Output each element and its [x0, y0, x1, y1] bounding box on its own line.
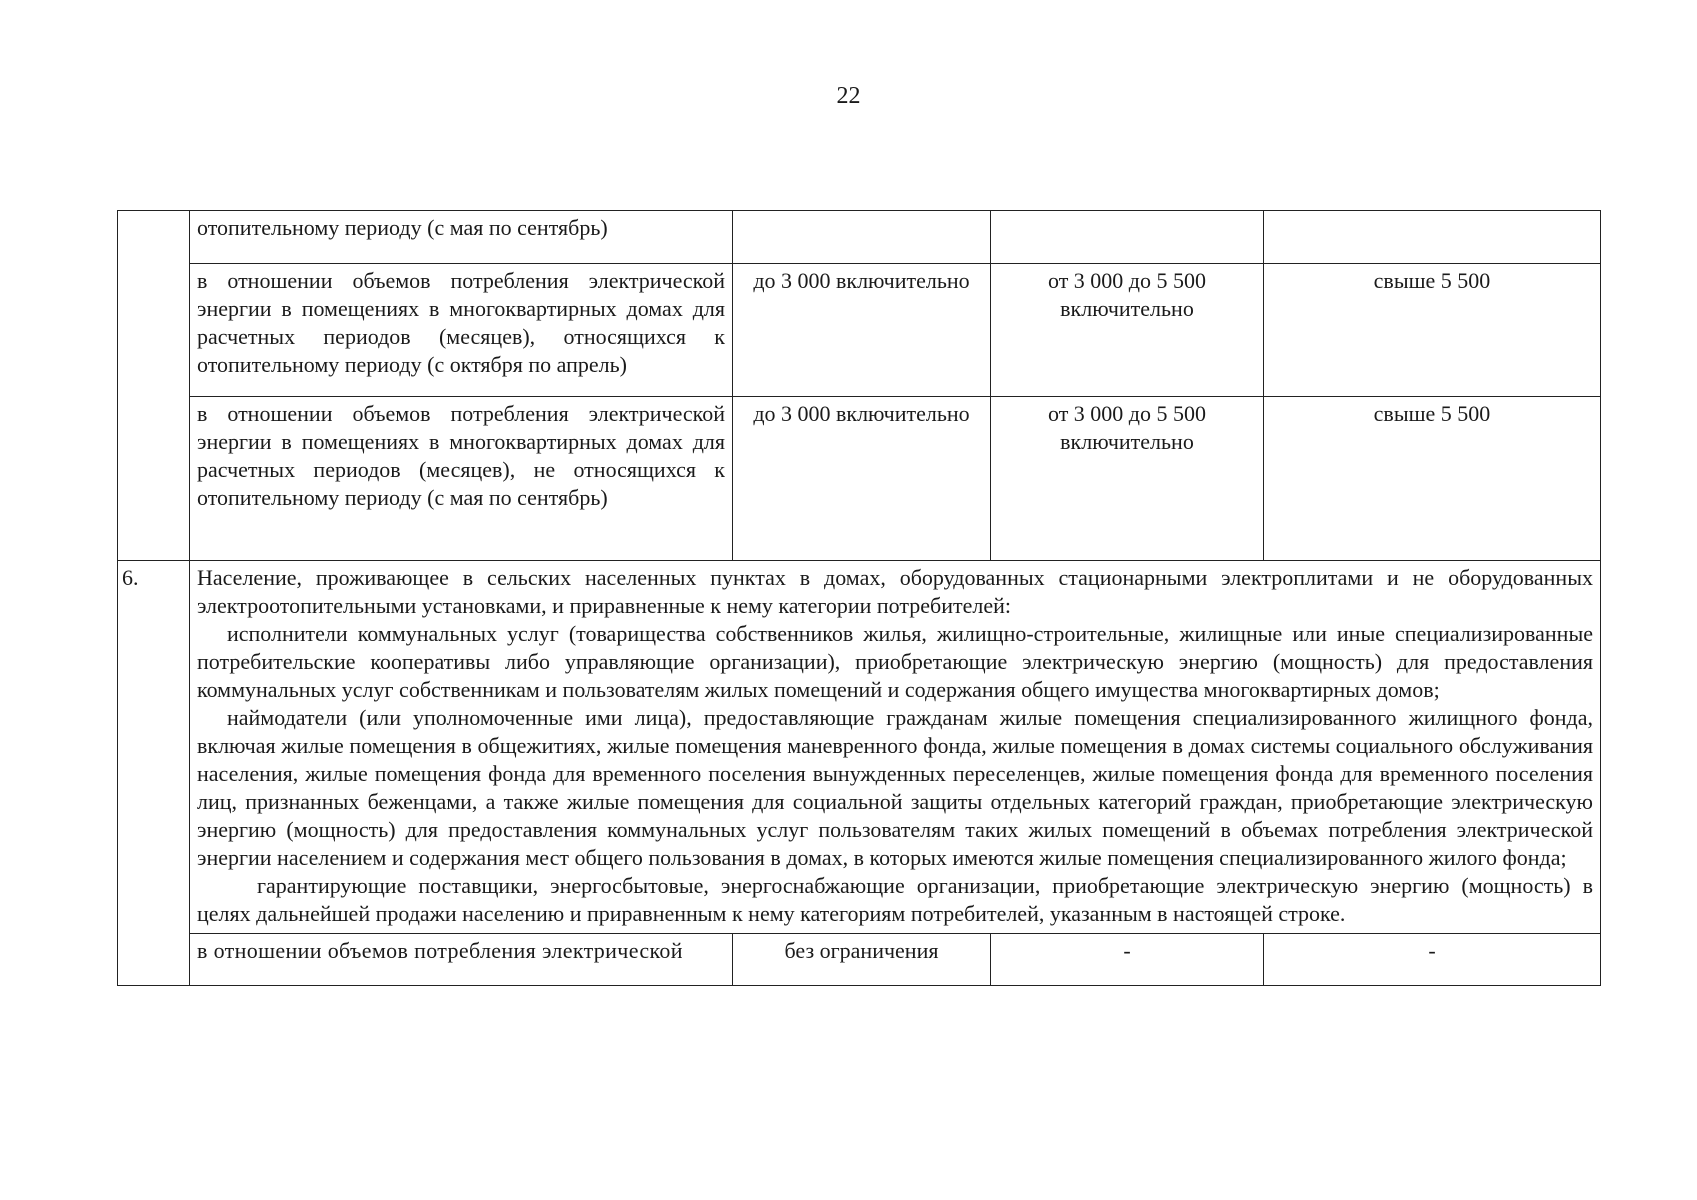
range-cell: до 3 000 включительно [733, 264, 991, 397]
range-cell [991, 211, 1264, 264]
section-6-paragraph: гарантирующие поставщики, энергосбытовые, энергоснабжающие организации, приобретающие электрическую энергию (мощность) в целях дальнейшей продажи населению и приравненным к нему категориям потребителей, указанным в настоящей строке. [197, 873, 1593, 926]
row-number-cell: 6. [118, 561, 190, 986]
range-cell [1264, 211, 1601, 264]
range-cell [733, 211, 991, 264]
section-6-text [190, 561, 1601, 934]
page-number: 22 [836, 83, 861, 109]
range-cell: без ограничения [733, 934, 991, 986]
section-6-paragraph: Население, проживающее в сельских населенных пунктах в домах, оборудованных стационарными электроплитами и не оборудованных электроотопительными установками, и приравненные к нему категории потребителей: [197, 565, 1593, 618]
section-6-paragraph: исполнители коммунальных услуг (товарищества собственников жилья, жилищно-строительные, жилищные или иные специализированные потребительские кооперативы либо управляющие организации), приобретающие электрическую энергию (мощность) для предоставления коммунальных услуг собственникам и пользователям жилых помещений и содержания общего имущества многоквартирных домов; [197, 621, 1593, 702]
description-cell: в отношении объемов потребления электрической [190, 934, 733, 986]
tariff-table [117, 210, 1601, 986]
table-row [118, 934, 1601, 986]
table-row [118, 264, 1601, 397]
description-cell: в отношении объемов потребления электрической энергии в помещениях в многоквартирных домах для расчетных периодов (месяцев), относящихся к отопительному периоду (с октября по апрель) [190, 264, 733, 397]
range-cell: свыше 5 500 [1264, 397, 1601, 561]
table-row [118, 397, 1601, 561]
description-cell: в отношении объемов потребления электрической энергии в помещениях в многоквартирных домах для расчетных периодов (месяцев), не относящихся к отопительному периоду (с мая по сентябрь) [190, 397, 733, 561]
range-cell: - [991, 934, 1264, 986]
range-cell: от 3 000 до 5 500 включительно [991, 264, 1264, 397]
row-number-cell [118, 211, 190, 561]
range-cell: - [1264, 934, 1601, 986]
range-cell: свыше 5 500 [1264, 264, 1601, 397]
section-6-paragraph: наймодатели (или уполномоченные ими лица), предоставляющие гражданам жилые помещения специализированного жилищного фонда, включая жилые помещения в общежитиях, жилые помещения маневренного фонда, жилые помещения в домах системы социального обслуживания населения, жилые помещения фонда для временного поселения вынужденных переселенцев, жилые помещения фонда для временного поселения лиц, признанных беженцами, а также жилые помещения для социальной защиты отдельных категорий граждан, приобретающие электрическую энергию (мощность) для предоставления коммунальных услуг пользователям таких жилых помещений в объемах потребления электрической энергии населением и содержания мест общего пользования в домах, в которых имеются жилые помещения специализированного жилого фонда; [197, 705, 1593, 870]
table-row [118, 211, 1601, 264]
description-cell: отопительному периоду (с мая по сентябрь) [190, 211, 733, 264]
table-row-section-6 [118, 561, 1601, 934]
range-cell: до 3 000 включительно [733, 397, 991, 561]
range-cell: от 3 000 до 5 500 включительно [991, 397, 1264, 561]
